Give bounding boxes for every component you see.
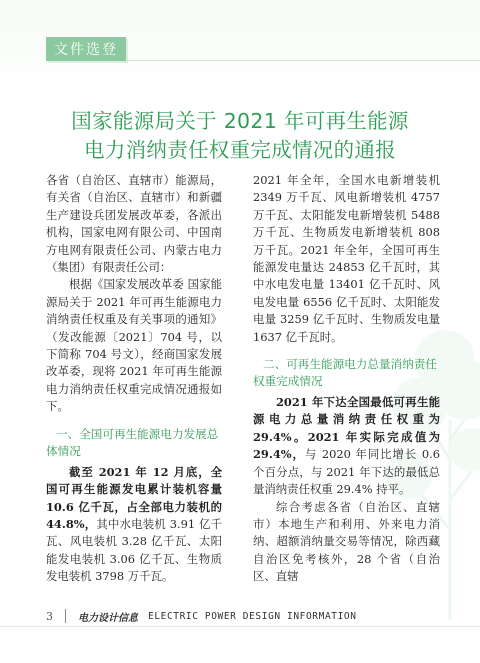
footer-divider: [65, 609, 66, 623]
capacity-rest-text: 其中水电装机 3.91 亿千瓦、风电装机 3.28 亿千瓦、太阳能发电装机 3.06 亿千瓦、生物质发电装机 3798 万千瓦。: [46, 516, 222, 584]
article-title-line-1: 国家能源局关于 2021 年可再生能源: [71, 109, 409, 133]
salutation-paragraph: 各省（自治区、直辖市）能源局，有关省（自治区、直辖市）和新疆生产建设兵团发展改革委，各派出机构，国家电网有限公司、中国南方电网有限责任公司、内蒙古电力（集团）有限责任公司：: [46, 173, 222, 275]
weight-rest-text: 与 2020 年同比增长 0.6 个百分点，与 2021 年下达的最低总量消纳责任权重 29.4% 持平。: [253, 447, 440, 497]
page-footer: [46, 607, 466, 625]
capacity-paragraph: [46, 464, 222, 586]
footer-rule: [0, 626, 480, 627]
section-tab-rule: [126, 60, 480, 61]
weight-paragraph: [253, 394, 440, 498]
section-heading-1: 一、全国可再生能源电力发展总体情况: [46, 426, 219, 458]
right-column: [253, 172, 440, 586]
left-column: [46, 172, 222, 586]
magazine-name-en: ELECTRIC POWER DESIGN INFORMATION: [148, 610, 357, 622]
weight-bold-text: 2021 年下达全国最低可再生能源电力总量消纳责任权重为 29.4%。2021 年实际完成值为 29.4%，: [253, 395, 440, 462]
magazine-name-cn: 电力设计信息: [78, 612, 138, 624]
provinces-paragraph: 综合考虑各省（自治区、直辖市）本地生产和利用、外来电力消纳、超额消纳量交易等情况，除西藏自治区免考核外，28 个省（自治区、直辖: [253, 499, 440, 584]
section-heading-2: 二、可再生能源电力总量消纳责任权重完成情况: [253, 357, 437, 389]
article-title-line-2: 电力消纳责任权重完成情况的通报: [84, 138, 396, 162]
intro-paragraph: 根据《国家发展改革委 国家能源局关于 2021 年可再生能源电力消纳责任权重及有关事项的通知》（发改能源〔2021〕704 号，以下简称 704 号文），经商国家发展改革委，现将 2021 年可再生能源电力消纳责任权重完成情况通报如下。: [46, 277, 222, 414]
generation-paragraph: 2021 年全年，全国水电新增装机 2349 万千瓦、风电新增装机 4757 万千瓦、太阳能发电新增装机 5488 万千瓦、生物质发电新增装机 808 万千瓦。2021 年全年，全国可再生能源发电量达 24853 亿千瓦时，其中水电发电量 13401 亿千瓦时、风电发电量 6556 亿千瓦时、太阳能发电量 3259 亿千瓦时、生物质发电量 1637 亿千瓦时。: [253, 173, 440, 344]
page-number: 3: [46, 609, 53, 623]
section-tab: 文件选登: [46, 37, 126, 61]
capacity-bold-text: 截至 2021 年 12 月底，全国可再生能源发电累计装机容量 10.6 亿千瓦，占全部电力装机的 44.8%，: [46, 464, 222, 531]
